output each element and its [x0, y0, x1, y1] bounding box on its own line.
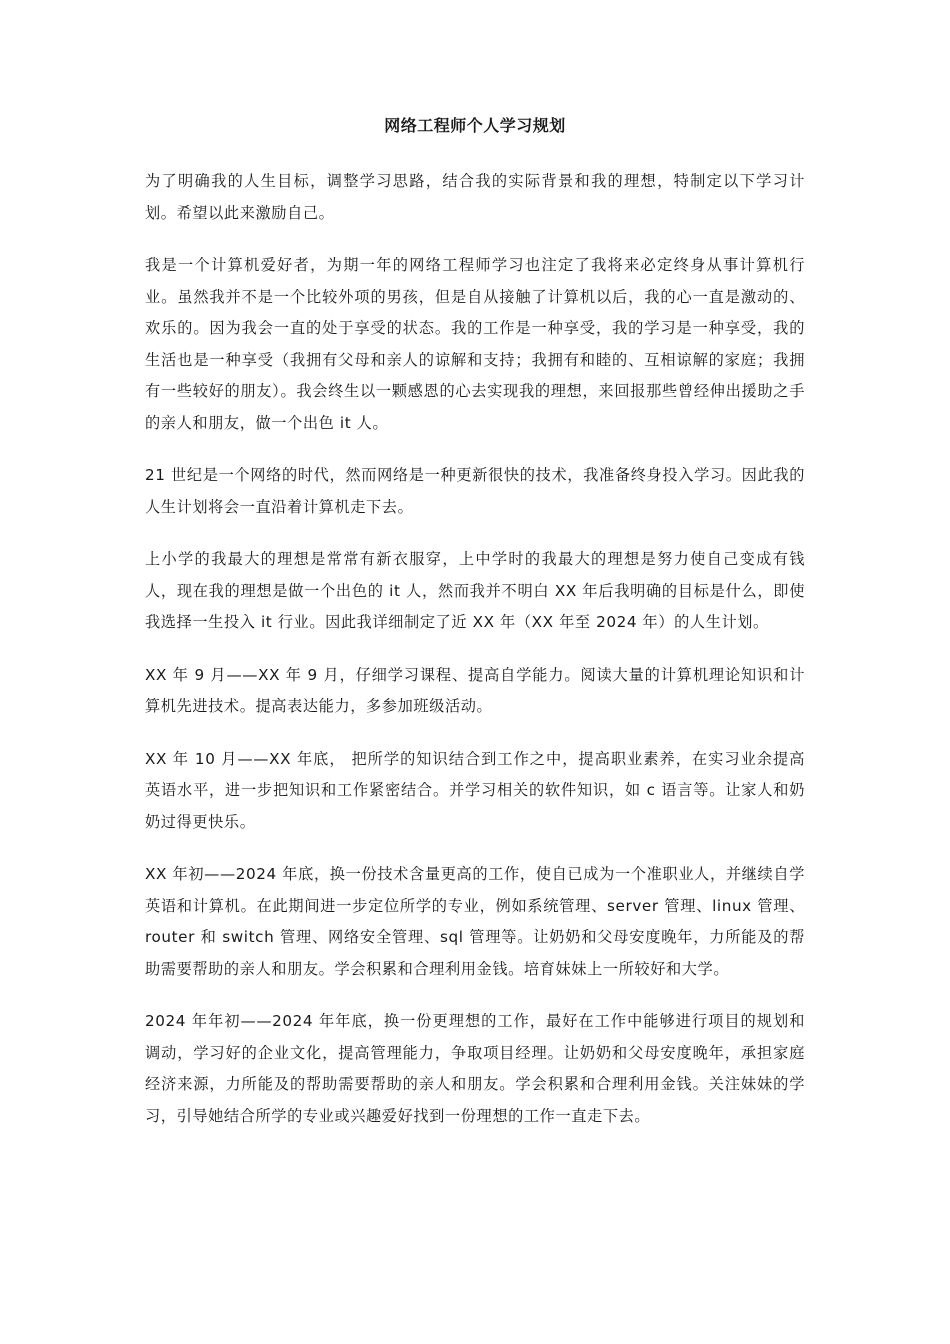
- paragraph-intro: 为了明确我的人生目标，调整学习思路，结合我的实际背景和我的理想，特制定以下学习计划。希望以此来激励自己。: [145, 172, 805, 222]
- paragraph-plan-stage-4: 2024 年年初——2024 年年底，换一份更理想的工作，最好在工作中能够进行项目的规划和调动，学习好的企业文化，提高管理能力，争取项目经理。让奶奶和父母安度晚年，承担家庭经济来源，力所能及的帮助需要帮助的亲人和朋友。学会积累和合理利用金钱。关注妹妹的学习，引导她结合所学的专业或兴趣爱好找到一份理想的工作一直走下去。: [145, 1012, 805, 1125]
- paragraph-plan-stage-3: XX 年初——2024 年底，换一份技术含量更高的工作，使自已成为一个准职业人，并继续自学英语和计算机。在此期间进一步定位所学的专业，例如系统管理、server 管理、linux 管理、router 和 switch 管理、网络安全管理、sql 管理等。让奶奶和父母安度晚年，力所能及的帮助需要帮助的亲人和朋友。学会积累和合理利用金钱。培育妹妹上一所较好和大学。: [145, 865, 805, 978]
- paragraph-plan-stage-2: XX 年 10 月——XX 年底， 把所学的知识结合到工作之中，提高职业素养，在实习业余提高英语水平，进一步把知识和工作紧密结合。并学习相关的软件知识，如 c 语言等。让家人和奶奶过得更快乐。: [145, 749, 805, 831]
- document-title: 网络工程师个人学习规划: [384, 116, 566, 135]
- paragraph-self-intro: 我是一个计算机爱好者，为期一年的网络工程师学习也注定了我将来必定终身从事计算机行业。虽然我并不是一个比较外项的男孩，但是自从接触了计算机以后，我的心一直是激动的、欢乐的。因为我会一直的处于享受的状态。我的工作是一种享受，我的学习是一种享受，我的生活也是一种享受（我拥有父母和亲人的谅解和支持；我拥有和睦的、互相谅解的家庭；我拥有一些较好的朋友）。我会终生以一颗感恩的心去实现我的理想，来回报那些曾经伸出援助之手的亲人和朋友，做一个出色 it 人。: [145, 256, 805, 432]
- paragraph-era: 21 世纪是一个网络的时代，然而网络是一种更新很快的技术，我准备终身投入学习。因此我的人生计划将会一直沿着计算机走下去。: [145, 466, 805, 516]
- paragraph-plan-stage-1: XX 年 9 月——XX 年 9 月，仔细学习课程、提高自学能力。阅读大量的计算机理论知识和计算机先进技术。提高表达能力，多参加班级活动。: [145, 665, 805, 715]
- paragraph-ideals: 上小学的我最大的理想是常常有新衣服穿，上中学时的我最大的理想是努力使自己变成有钱人，现在我的理想是做一个出色的 it 人，然而我并不明白 XX 年后我明确的目标是什么，即使我选择一生投入 it 行业。因此我详细制定了近 XX 年（XX 年至 2024 年）的人生计划。: [145, 550, 805, 631]
- document-body: [145, 166, 805, 1153]
